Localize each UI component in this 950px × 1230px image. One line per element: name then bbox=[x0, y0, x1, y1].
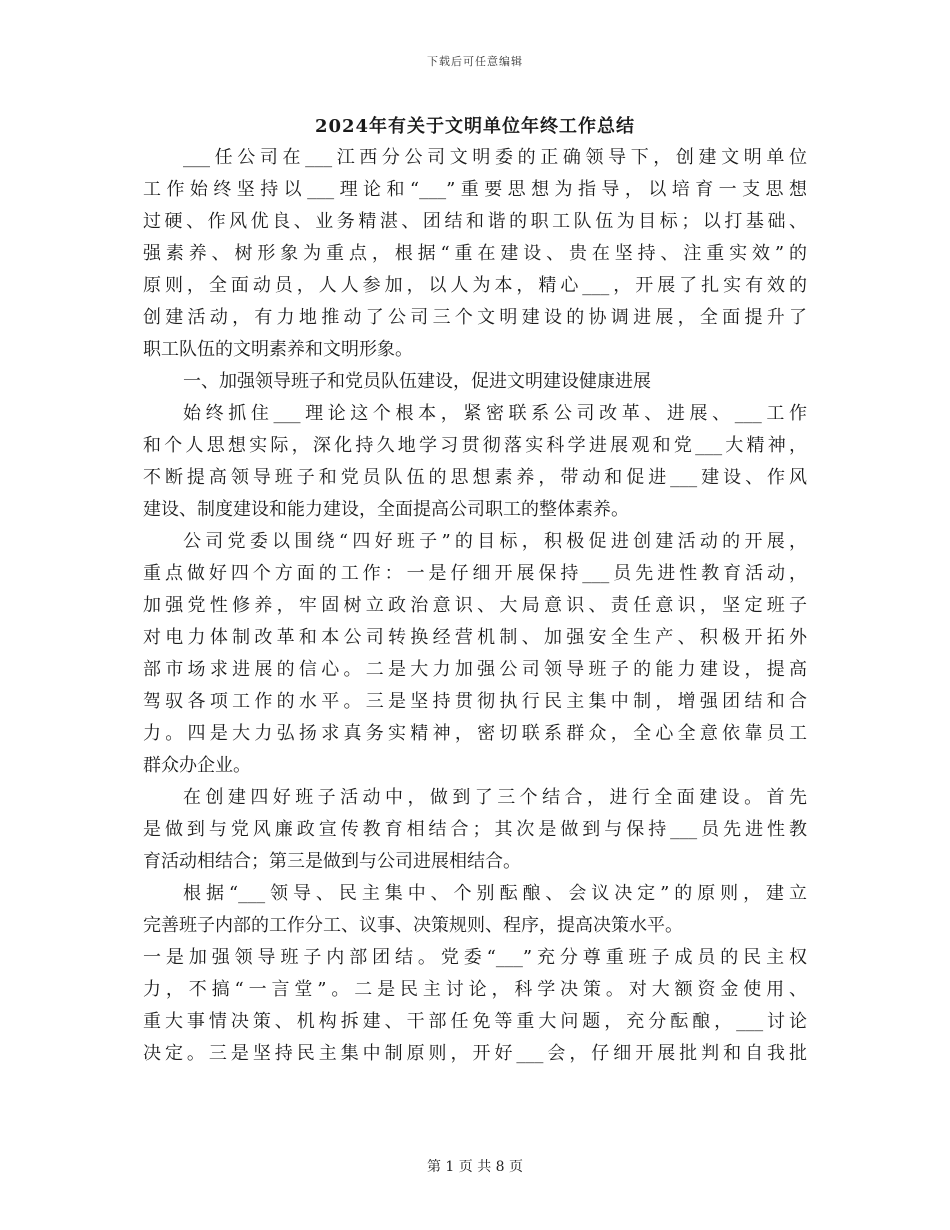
page-footer: 第 1 页 共 8 页 bbox=[426, 1159, 524, 1175]
body-text-line: 驾驭各项工作的水平。三是坚持贯彻执行民主集中制，增强团结和合 bbox=[143, 691, 807, 712]
body-text-line: 始终抓住___理论这个根本，紧密联系公司改革、进展、___工作 bbox=[183, 403, 807, 424]
document-body bbox=[143, 142, 807, 1070]
body-text-line: 力，不搞“一言堂”。二是民主讨论，科学决策。对大额资金使用、 bbox=[143, 979, 807, 1000]
body-text-line: 重点做好四个方面的工作：一是仔细开展保持___员先进性教育活动， bbox=[143, 563, 807, 584]
body-text-line: 育活动相结合；第三是做到与公司进展相结合。 bbox=[143, 851, 521, 872]
body-text-line: 公司党委以围绕“四好班子”的目标，积极促进创建活动的开展， bbox=[183, 531, 807, 552]
body-text-line: 职工队伍的文明素养和文明形象。 bbox=[143, 339, 413, 360]
body-text-line: 强素养、树形象为重点，根据“重在建设、贵在坚持、注重实效”的 bbox=[143, 243, 807, 264]
body-text-line: 是做到与党风廉政宣传教育相结合；其次是做到与保持___员先进性教 bbox=[143, 819, 807, 840]
body-text-line: 不断提高领导班子和党员队伍的思想素养，带动和促进___建设、作风 bbox=[143, 467, 807, 488]
body-text-line: 重大事情决策、机构拆建、干部任免等重大问题，充分酝酿，___讨论 bbox=[143, 1011, 807, 1032]
body-text-line: 群众办企业。 bbox=[143, 755, 251, 776]
body-text-line: 决定。三是坚持民主集中制原则，开好___会，仔细开展批判和自我批 bbox=[143, 1043, 807, 1064]
body-text-line: 建设、制度建设和能力建设，全面提高公司职工的整体素养。 bbox=[143, 499, 629, 520]
header-note: 下载后可任意编辑 bbox=[427, 55, 523, 68]
body-text-line: 工作始终坚持以___理论和“___”重要思想为指导，以培育一支思想 bbox=[143, 179, 807, 200]
body-text-line: 一、加强领导班子和党员队伍建设，促进文明建设健康进展 bbox=[183, 371, 651, 392]
body-text-line: 根据“___领导、民主集中、个别酝酿、会议决定”的原则，建立 bbox=[183, 883, 807, 904]
body-text-line: 加强党性修养，牢固树立政治意识、大局意识、责任意识，坚定班子 bbox=[143, 595, 807, 616]
body-text-line: 创建活动，有力地推动了公司三个文明建设的协调进展，全面提升了 bbox=[143, 307, 807, 328]
body-text-line: 过硬、作风优良、业务精湛、团结和谐的职工队伍为目标；以打基础、 bbox=[143, 211, 807, 232]
document-title: 2024年有关于文明单位年终工作总结 bbox=[314, 116, 636, 137]
body-text-line: 部市场求进展的信心。二是大力加强公司领导班子的能力建设，提高 bbox=[143, 659, 807, 680]
body-text-line: ___任公司在___江西分公司文明委的正确领导下，创建文明单位 bbox=[183, 147, 807, 168]
body-text-line: 完善班子内部的工作分工、议事、决策规则、程序，提高决策水平。 bbox=[143, 915, 683, 936]
body-text-line: 一是加强领导班子内部团结。党委“___”充分尊重班子成员的民主权 bbox=[143, 947, 807, 968]
body-text-line: 力。四是大力弘扬求真务实精神，密切联系群众，全心全意依靠员工 bbox=[143, 723, 807, 744]
body-text-line: 对电力体制改革和本公司转换经营机制、加强安全生产、积极开拓外 bbox=[143, 627, 807, 648]
body-text-line: 原则，全面动员，人人参加，以人为本，精心___，开展了扎实有效的 bbox=[143, 275, 807, 296]
body-text-line: 在创建四好班子活动中，做到了三个结合，进行全面建设。首先 bbox=[183, 787, 807, 808]
body-text-line: 和个人思想实际，深化持久地学习贯彻落实科学进展观和党___大精神， bbox=[143, 435, 807, 456]
